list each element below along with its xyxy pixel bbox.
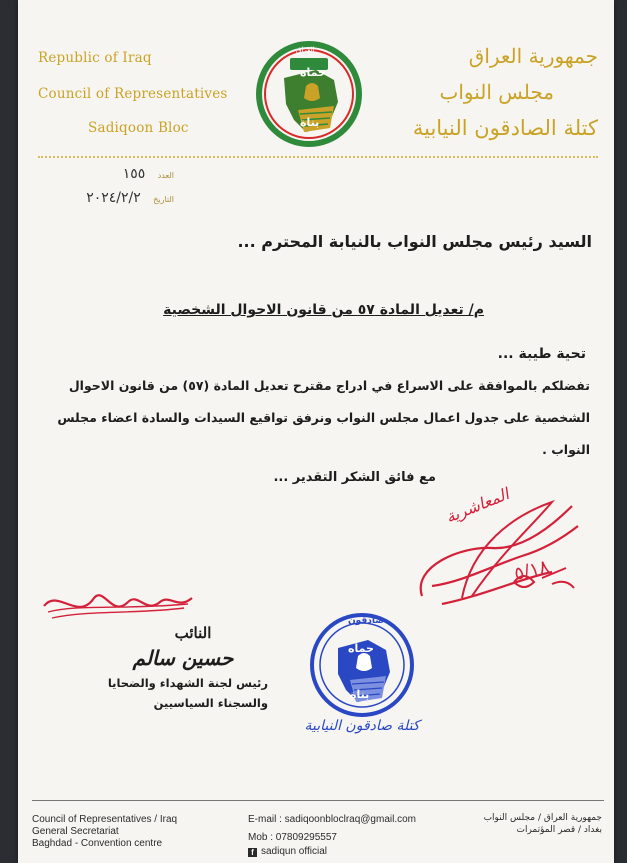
- footer-right: [484, 812, 602, 836]
- footer-secretariat: General Secretariat: [32, 826, 119, 837]
- letterhead-ar-bloc: كتلة الصادقون النيابية: [412, 116, 598, 140]
- letterhead-ar-council: مجلس النواب: [439, 80, 554, 104]
- letterhead-en-bloc: Sadiqoon Bloc: [88, 120, 189, 136]
- annotation-word: المعاشرية: [442, 484, 512, 527]
- facebook-icon: f: [248, 848, 257, 857]
- logo-text-top: حماه: [300, 66, 326, 79]
- reference-date-label: التاريخ: [153, 195, 174, 204]
- paragraph-line-1: تفضلكم بالموافقة على الاسراع في ادراج مقترح تعديل المادة (٥٧) من قانون الاحوال: [68, 378, 590, 393]
- reference-date: [86, 190, 174, 206]
- stamp-bottom-text: بناة: [350, 688, 370, 701]
- logo-text-bottom: بناة: [300, 116, 320, 129]
- signatory-role-line-1: رئيس لجنة الشهداء والضحايا: [107, 676, 268, 690]
- stamp-center-text: حماه: [348, 642, 374, 655]
- footer-email: E-mail : sadiqoonbloclraq@gmail.com: [248, 814, 416, 825]
- reference-number-value: ١٥٥: [122, 166, 146, 182]
- footer-mobile: Mob : 07809295557: [248, 832, 337, 843]
- letterhead-divider: [38, 156, 598, 158]
- signatory-title: النائب: [174, 624, 212, 642]
- footer-ar-line-1: جمهورية العراق / مجلس النواب: [483, 813, 602, 823]
- letterhead-en-country: Republic of Iraq: [38, 50, 152, 66]
- handwritten-signature-right: [402, 486, 602, 616]
- letterhead-ar-country: جمهورية العراق: [468, 44, 598, 68]
- stamp-caption: كتلة صادقون النيابية: [304, 718, 420, 734]
- reference-number-label: العدد: [157, 171, 174, 180]
- logo-banner: العراق: [296, 46, 315, 54]
- footer-council: Council of Representatives / Iraq: [32, 814, 178, 825]
- stamp-top-text: صادقون: [348, 616, 384, 626]
- footer-contact: [248, 814, 416, 858]
- annotation-date: ٥/١٨: [511, 556, 552, 585]
- signatory-role-line-2: والسجناء السياسيين: [153, 696, 268, 710]
- bloc-logo: [254, 40, 364, 148]
- addressee: السيد رئيس مجلس النواب بالنيابة المحترم ...: [237, 232, 592, 251]
- footer-address: Baghdad - Convention centre: [32, 838, 163, 849]
- official-stamp: [308, 612, 416, 718]
- paragraph-line-3: النواب .: [542, 442, 590, 457]
- subject-line: م/ تعديل المادة ٥٧ من قانون الاحوال الشخصية: [163, 302, 484, 318]
- letterhead-en-council: Council of Representatives: [38, 86, 228, 102]
- letter-page: [18, 0, 614, 863]
- handwritten-signature-left: [38, 584, 198, 628]
- footer-social-handle: sadiqun official: [261, 846, 327, 857]
- signatory-name: حسين سالم: [132, 646, 234, 670]
- footer-left: [32, 814, 177, 850]
- footer-social: [248, 846, 416, 858]
- greeting: تحية طيبة ...: [497, 346, 586, 362]
- closing: مع فائق الشكر التقدير ...: [273, 470, 436, 485]
- paragraph-line-2: الشخصية على جدول اعمال مجلس النواب ونرفق تواقيع السيدات والسادة اعضاء مجلس: [57, 410, 590, 425]
- footer-divider: [32, 800, 604, 801]
- reference-number: [123, 166, 174, 182]
- footer-ar-line-2: بغداد / قصر المؤتمرات: [516, 825, 602, 835]
- reference-date-value: ٢٠٢٤/٢/٢: [86, 190, 141, 206]
